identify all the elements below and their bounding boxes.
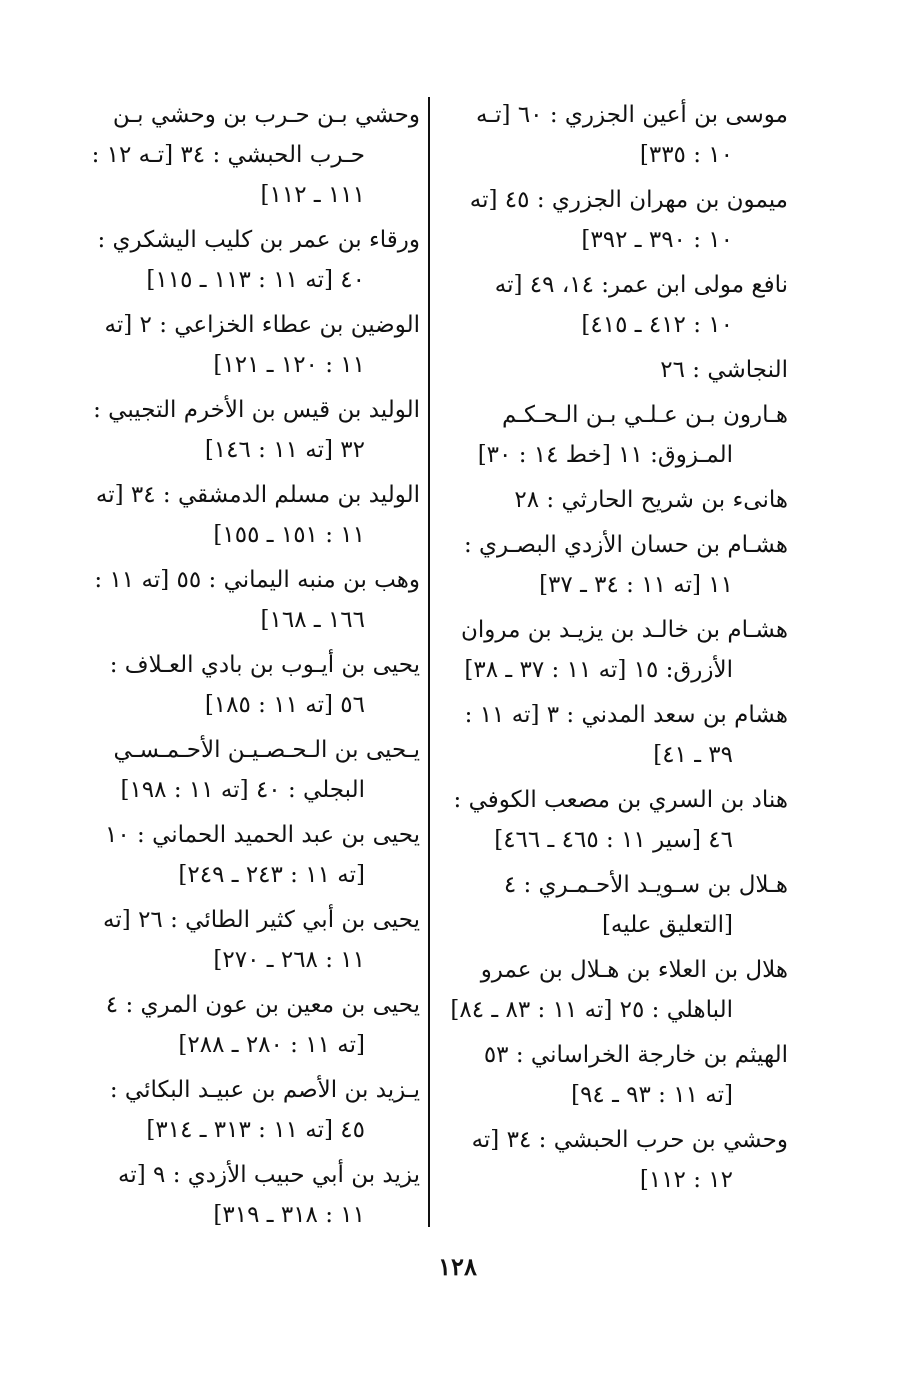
entry-heading-line: هناد بن السري بن مصعب الكوفي : [453,787,788,813]
entry-continuation-line: ٥٦ [ته ١١ : ١٨٥] [204,692,365,718]
index-entry [92,305,420,385]
entry-continuation-line: ٣٩ ـ ٤١] [653,742,733,768]
entry-heading-line: ورقاء بن عمر بن كليب اليشكري : [97,227,420,253]
index-entry [92,95,420,215]
entry-continuation-line: ١١ : ١٢٠ ـ ١٢١] [213,352,365,378]
index-entry [92,475,420,555]
entry-continuation-line: ١١ : ١٥١ ـ ١٥٥] [213,522,365,548]
index-entry [458,525,788,605]
entry-continuation-line: ١٦٦ ـ ١٦٨] [260,607,365,633]
index-entry [458,695,788,775]
index-entry [458,265,788,345]
index-entry [458,480,788,520]
entry-continuation-line: الأزرق: ١٥ [ته ١١ : ٣٧ ـ ٣٨] [464,657,733,683]
entry-continuation-line: ١٠ : ٣٣٥] [639,142,733,168]
column-divider [428,97,430,1227]
entry-continuation-line: [ته ١١ : ٩٣ ـ ٩٤] [571,1082,733,1108]
entry-heading-line: يحيى بن معين بن عون المري : ٤ [105,992,420,1018]
entry-continuation-line: ١١١ ـ ١١٢] [260,182,365,208]
entry-heading-line: هلال بن العلاء بن هـلال بن عمرو [480,957,788,983]
index-entry [92,220,420,300]
entry-continuation-line: ١٠ : ٣٩٠ ـ ٣٩٢] [581,227,733,253]
entry-continuation-line: [ته ١١ : ٢٤٣ ـ ٢٤٩] [178,862,365,888]
index-entry [458,865,788,945]
entry-heading-line: هشام بن سعد المدني : ٣ [ته ١١ : [464,702,788,728]
entry-heading-line: وحشي بـن حـرب بن وحشي بـن [112,102,420,128]
entry-continuation-line: [التعليق عليه] [601,912,733,938]
entry-continuation-line: ٤٥ [ته ١١ : ٣١٣ ـ ٣١٤] [146,1117,365,1143]
entry-heading-line: الهيثم بن خارجة الخراساني : ٥٣ [483,1042,788,1068]
entry-continuation-line: البجلي : ٤٠ [ته ١١ : ١٩٨] [120,777,365,803]
index-entry [92,390,420,470]
entry-heading-line: يزيد بن أبي حبيب الأزدي : ٩ [ته [118,1162,420,1188]
index-entry [92,1155,420,1235]
entry-heading-line: هـارون بـن عـلـي بـن الـحـكـم [502,402,788,428]
entry-continuation-line: ٣٢ [ته ١١ : ١٤٦] [204,437,365,463]
entry-heading-line: هشـام بن خالـد بن يزيـد بن مروان [461,617,788,643]
entry-heading-line: الوليد بن مسلم الدمشقي : ٣٤ [ته [95,482,420,508]
index-entry [92,560,420,640]
entry-continuation-line: ١١ : ٢٦٨ ـ ٢٧٠] [213,947,365,973]
entry-heading-line: يحيى بن أيـوب بن بادي العـلاف : [109,652,420,678]
entry-heading-line: وحشي بن حرب الحبشي : ٣٤ [ته [471,1127,788,1153]
index-entry [458,1035,788,1115]
index-entry [92,645,420,725]
entry-heading-line: هشـام بن حسان الأزدي البصـري : [463,532,788,558]
index-entry [458,95,788,175]
entry-continuation-line: المـزوق: ١١ [خط ١٤ : ٣٠] [477,442,733,468]
entry-heading-line: وهب بن منبه اليماني : ٥٥ [ته ١١ : [94,567,420,593]
entry-continuation-line: ١٢ : ١١٢] [639,1167,733,1193]
index-entry [450,950,788,1030]
entry-continuation-line: ١١ [ته ١١ : ٣٤ ـ ٣٧] [539,572,733,598]
index-column-left [92,95,420,1240]
entry-continuation-line: الباهلي : ٢٥ [ته ١١ : ٨٣ ـ ٨٤] [450,997,733,1023]
index-entry [92,730,420,810]
entry-continuation-line: ٤٠ [ته ١١ : ١١٣ ـ ١١٥] [146,267,365,293]
index-entry [453,780,788,860]
entry-heading-line: النجاشي : ٢٦ [660,357,788,383]
index-entry [458,350,788,390]
index-column-right [450,95,788,1205]
entry-heading-line: الوضين بن عطاء الخزاعي : ٢ [ته [104,312,420,338]
entry-heading-line: يحيى بن عبد الحميد الحماني : ١٠ [104,822,420,848]
entry-heading-line: ميمون بن مهران الجزري : ٤٥ [ته [469,187,788,213]
index-entry [458,395,788,475]
entry-heading-line: يحيى بن أبي كثير الطائي : ٢٦ [ته [103,907,420,933]
entry-heading-line: يـزيد بن الأصم بن عبيـد البكائي : [109,1077,420,1103]
index-entry [458,1120,788,1200]
index-entry [92,1070,420,1150]
entry-continuation-line: [ته ١١ : ٢٨٠ ـ ٢٨٨] [178,1032,365,1058]
entry-continuation-line: حـرب الحبشي : ٣٤ [تـه ١٢ : [91,142,365,168]
entry-heading-line: هـلال بن سـويـد الأحـمـري : ٤ [503,872,788,898]
index-entry [458,180,788,260]
index-entry [458,610,788,690]
page-number: ١٢٨ [438,1252,477,1281]
entry-heading-line: يـحيى بن الـحـصـيـن الأحـمـسـي [113,737,420,763]
entry-continuation-line: ١١ : ٣١٨ ـ ٣١٩] [213,1202,365,1228]
entry-heading-line: موسى بن أعين الجزري : ٦٠ [تـه [476,102,788,128]
index-entry [92,815,420,895]
entry-heading-line: الوليد بن قيس بن الأخرم التجيبي : [93,397,420,423]
index-entry [92,900,420,980]
entry-heading-line: هانىء بن شريح الحارثي : ٢٨ [514,487,788,513]
entry-heading-line: نافع مولى ابن عمر: ١٤، ٤٩ [ته [494,272,788,298]
index-entry [92,985,420,1065]
entry-continuation-line: ٤٦ [سير ١١ : ٤٦٥ ـ ٤٦٦] [494,827,733,853]
entry-continuation-line: ١٠ : ٤١٢ ـ ٤١٥] [581,312,733,338]
